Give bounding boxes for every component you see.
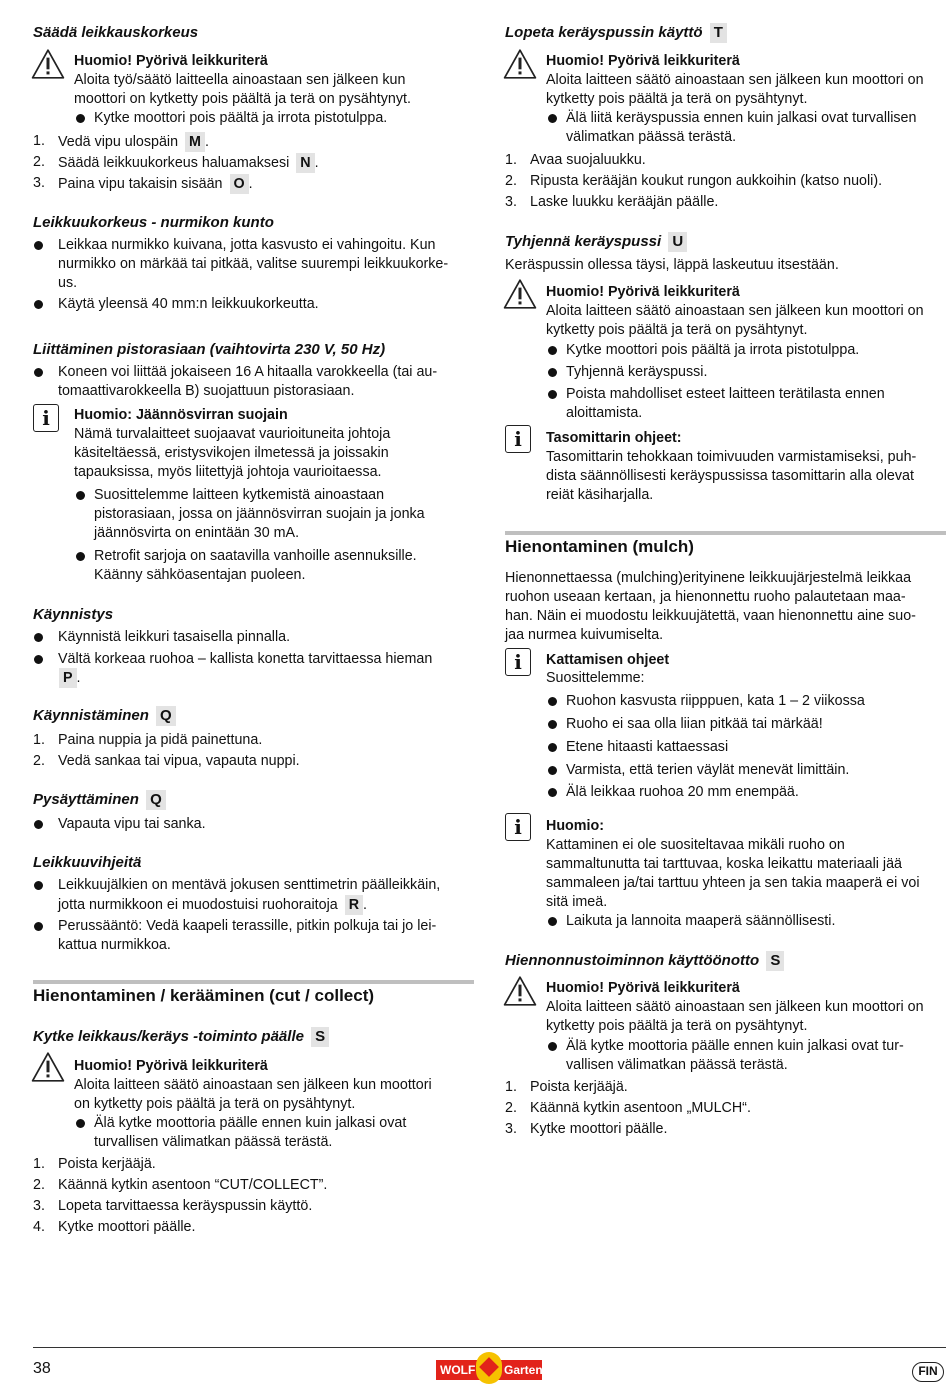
list-number: 2. <box>505 173 517 189</box>
list-text: Lopeta tarvittaessa keräyspussin käyttö. <box>58 1198 313 1214</box>
bullet-icon <box>76 552 85 561</box>
chapter-title: Hienontaminen (mulch) <box>505 537 694 556</box>
list-text: Avaa suojaluukku. <box>530 152 646 168</box>
figure-key: O <box>230 174 249 194</box>
bullet-text: kattua nurmikkoa. <box>58 937 171 953</box>
warning-text: kytketty pois päältä ja terä on pysähtynyt. <box>546 322 808 338</box>
list-number: 1. <box>33 732 45 748</box>
bullet-icon <box>76 1119 85 1128</box>
bullet-item: jotta nurmikkoon ei muodostuisi ruohoraitoja R . <box>58 897 368 913</box>
warning-title: Huomio! Pyörivä leikkuriterä <box>546 53 740 69</box>
bullet-icon <box>548 697 557 706</box>
bullet-icon <box>34 633 43 642</box>
logo-text: WOLF <box>440 1363 476 1377</box>
bullet-text: Retrofit sarjoja on saatavilla vanhoille asennuksille. <box>94 548 417 564</box>
list-text: Paina vipu takaisin sisään <box>58 176 223 192</box>
bullet-icon <box>34 922 43 931</box>
info-title: Huomio: Jäännösvirran suojain <box>74 407 288 423</box>
bullet-icon <box>548 917 557 926</box>
bullet-text: us. <box>58 275 78 291</box>
warning-text: Aloita laitteen säätö ainoastaan sen jälkeen kun moottori <box>74 1077 432 1093</box>
info-text: sammaleen ja/tai tarttuu yhteen ja sen takia maaperä ei voi <box>546 875 920 891</box>
info-title: Kattamisen ohjeet <box>546 652 670 668</box>
bullet-text: Ruoho ei saa olla liian pitkää tai märkää! <box>566 716 823 732</box>
bullet-text: jotta nurmikkoon ei muodostuisi ruohoraitoja <box>58 897 338 913</box>
figure-key: Q <box>156 706 176 726</box>
bullet-icon <box>548 743 557 752</box>
bullet-text: Vapauta vipu tai sanka. <box>58 816 206 832</box>
bullet-text: Koneen voi liittää jokaiseen 16 A hitaalla varokkeella (tai au- <box>58 364 438 380</box>
bullet-icon <box>548 346 557 355</box>
section-title: Tyhjennä keräyspussi U <box>505 232 687 252</box>
section-title: Lopeta keräyspussin käyttö T <box>505 23 727 43</box>
bullet-icon <box>548 390 557 399</box>
bullet-text: turvallisen välimatkan päässä terästä. <box>94 1134 333 1150</box>
bullet-text: Älä leikkaa ruohoa 20 mm enempää. <box>566 784 799 800</box>
list-text: Vedä vipu ulospäin <box>58 134 179 150</box>
figure-key: S <box>311 1027 329 1047</box>
warning-text: on kytketty pois päältä ja terä on pysähtynyt. <box>74 1096 356 1112</box>
list-text: Poista kerjääjä. <box>58 1156 156 1172</box>
list-number: 1. <box>33 133 45 149</box>
list-text: Vedä sankaa tai vipua, vapauta nuppi. <box>58 753 300 769</box>
bullet-text: Käynnistä leikkuri tasaisella pinnalla. <box>58 629 291 645</box>
bullet-text: Laikuta ja lannoita maaperä säännöllisesti. <box>566 913 836 929</box>
bullet-text: Suosittelemme laitteen kytkemistä ainoastaan <box>94 487 385 503</box>
section-title: Leikkuukorkeus - nurmikon kunto <box>33 214 274 231</box>
section-divider <box>505 531 946 535</box>
warning-text: kytketty pois päältä ja terä on pysähtynyt. <box>546 1018 808 1034</box>
info-text: Suosittelemme: <box>546 670 645 686</box>
paragraph: ruohon useaan kertaan, ja hienonnettu ruoho palautetaan maa- <box>505 589 906 605</box>
figure-key: S <box>766 951 784 971</box>
bullet-icon <box>34 300 43 309</box>
bullet-text: Kytke moottori pois päältä ja irrota pistotulppa. <box>94 110 388 126</box>
figure-key: T <box>710 23 727 43</box>
list-item: P . <box>56 668 81 688</box>
info-icon: i <box>505 425 531 453</box>
list-number: 1. <box>505 152 517 168</box>
bullet-text: Vältä korkeaa ruohoa – kallista konetta tarvittaessa hieman <box>58 651 433 667</box>
info-text: reiät käsiharjalla. <box>546 487 654 503</box>
bullet-text: jäännösvirta on enintään 30 mA. <box>94 525 300 541</box>
bullet-text: nurmikko on märkää tai pitkää, valitse suurempi leikkuukorke- <box>58 256 449 272</box>
bullet-text: Varmista, että terien väylät menevät limittäin. <box>566 762 850 778</box>
bullet-text: tomaattivarokkeella B) suojattuun pistorasiaan. <box>58 383 355 399</box>
bullet-icon <box>34 820 43 829</box>
warning-text: kytketty pois päältä ja terä on pysähtynyt. <box>546 91 808 107</box>
chapter-title: Hienontaminen / kerääminen (cut / collect) <box>33 986 375 1005</box>
bullet-text: välimatkan päässä terästä. <box>566 129 737 145</box>
info-title: Huomio: <box>546 818 604 834</box>
warning-triangle-icon <box>503 48 537 80</box>
bullet-icon <box>548 114 557 123</box>
section-title: Kytke leikkaus/keräys -toiminto päälle S <box>33 1027 329 1047</box>
figure-key: Q <box>146 790 166 810</box>
list-text: Ripusta kerääjän koukut rungon aukkoihin (katso nuoli). <box>530 173 883 189</box>
figure-key: N <box>296 153 314 173</box>
bullet-text: Käänny sähköasentajan puoleen. <box>94 567 306 583</box>
warning-title: Huomio! Pyörivä leikkuriterä <box>74 53 268 69</box>
warning-title: Huomio! Pyörivä leikkuriterä <box>546 980 740 996</box>
info-text: sammaltunutta tai tarttuvaa, koska leikattu materiaali jää <box>546 856 903 872</box>
list-number: 3. <box>33 1198 45 1214</box>
paragraph: Hienonnettaessa (mulching)erityinene leikkuujärjestelmä leikkaa <box>505 570 912 586</box>
bullet-icon <box>76 114 85 123</box>
info-text: Kattaminen ei ole suositeltavaa mikäli ruoho on <box>546 837 845 853</box>
info-text: Nämä turvalaitteet suojaavat vaurioituneita johtoja <box>74 426 391 442</box>
list-number: 3. <box>33 175 45 191</box>
paragraph: Keräspussin ollessa täysi, läppä laskeutuu itsestään. <box>505 257 839 273</box>
list-text: Paina nuppia ja pidä painettuna. <box>58 732 263 748</box>
bullet-text: Ruohon kasvusta riipppuen, kata 1 – 2 viikossa <box>566 693 865 709</box>
list-number: 2. <box>33 1177 45 1193</box>
bullet-text: Perussääntö: Vedä kaapeli terassille, pitkin polkuja tai jo lei- <box>58 918 437 934</box>
info-text: tapauksissa, myös liitettyjä johtoja vaurioitaessa. <box>74 464 382 480</box>
section-title: Käynnistäminen Q <box>33 706 176 726</box>
bullet-text: Etene hitaasti kattaessasi <box>566 739 729 755</box>
list-text: Käännä kytkin asentoon “CUT/COLLECT”. <box>58 1177 328 1193</box>
bullet-icon <box>34 241 43 250</box>
page-number: 38 <box>33 1360 51 1377</box>
list-item: Paina vipu takaisin sisään O . <box>58 176 253 192</box>
bullet-text: Poista mahdolliset esteet laitteen terätilasta ennen <box>566 386 885 402</box>
info-title: Tasomittarin ohjeet: <box>546 430 682 446</box>
info-icon: i <box>505 648 531 676</box>
bullet-icon <box>548 368 557 377</box>
paragraph: han. Näin ei muodostu leikkuujätettä, vaan hienonnettu aine suo- <box>505 608 916 624</box>
bullet-text: Käytä yleensä 40 mm:n leikkuukorkeutta. <box>58 296 319 312</box>
bullet-icon <box>548 720 557 729</box>
info-text: Tasomittarin tehokkaan toimivuuden varmistamiseksi, puh- <box>546 449 917 465</box>
section-title: Liittäminen pistorasiaan (vaihtovirta 230 V, 50 Hz) <box>33 341 386 358</box>
list-text: Kytke moottori päälle. <box>58 1219 196 1235</box>
section-title: Hiennonnustoiminnon käyttöönotto S <box>505 951 784 971</box>
info-icon: i <box>505 813 531 841</box>
warning-text: Aloita laitteen säätö ainoastaan sen jälkeen kun moottori on <box>546 72 924 88</box>
section-divider <box>33 980 474 984</box>
bullet-text: Älä liitä keräyspussia ennen kuin jalkasi ovat turvallisen <box>566 110 917 126</box>
warning-text: Aloita laitteen säätö ainoastaan sen jälkeen kun moottori on <box>546 303 924 319</box>
bullet-icon <box>548 1042 557 1051</box>
figure-key: M <box>185 132 205 152</box>
warning-text: moottori on kytketty pois päältä ja terä on pysähtynyt. <box>74 91 411 107</box>
bullet-icon <box>34 655 43 664</box>
info-text: sitä imeä. <box>546 894 608 910</box>
list-number: 4. <box>33 1219 45 1235</box>
footer-divider <box>33 1347 946 1348</box>
list-number: 2. <box>33 753 45 769</box>
bullet-text: Älä kytke moottoria päälle ennen kuin jalkasi ovat <box>94 1115 407 1131</box>
bullet-text: Leikkuujälkien on mentävä jokusen senttimetrin päälleikkäin, <box>58 877 441 893</box>
warning-text: Aloita laitteen säätö ainoastaan sen jälkeen kun moottori on <box>546 999 924 1015</box>
bullet-text: Tyhjennä keräyspussi. <box>566 364 708 380</box>
bullet-text: Kytke moottori pois päältä ja irrota pistotulppa. <box>566 342 860 358</box>
bullet-icon <box>548 766 557 775</box>
list-text: Laske luukku kerääjän päälle. <box>530 194 719 210</box>
bullet-text: pistorasiaan, jossa on jäännösvirran suojain ja jonka <box>94 506 425 522</box>
language-badge: FIN <box>912 1362 944 1382</box>
warning-title: Huomio! Pyörivä leikkuriterä <box>546 284 740 300</box>
list-text: Käännä kytkin asentoon „MULCH“. <box>530 1100 751 1116</box>
logo-text: Garten <box>504 1363 543 1377</box>
bullet-text: Älä kytke moottoria päälle ennen kuin jalkasi ovat tur- <box>566 1038 904 1054</box>
list-text: Poista kerjääjä. <box>530 1079 628 1095</box>
section-title: Leikkuuvihjeitä <box>33 854 142 871</box>
list-number: 3. <box>505 1121 517 1137</box>
list-number: 2. <box>33 154 45 170</box>
list-text: Säädä leikkuukorkeus haluamaksesi <box>58 155 290 171</box>
warning-title: Huomio! Pyörivä leikkuriterä <box>74 1058 268 1074</box>
list-number: 3. <box>505 194 517 210</box>
list-item: Säädä leikkuukorkeus haluamaksesi N . <box>58 155 319 171</box>
bullet-icon <box>34 368 43 377</box>
bullet-text: aloittamista. <box>566 405 643 421</box>
warning-triangle-icon <box>31 48 65 80</box>
list-number: 2. <box>505 1100 517 1116</box>
info-text: käsiteltäessä, eristysvikojen ilmetessä ja joissakin <box>74 445 389 461</box>
section-title: Säädä leikkauskorkeus <box>33 24 199 41</box>
paragraph: jaa nurmea kuivumiselta. <box>505 627 664 643</box>
warning-triangle-icon <box>503 278 537 310</box>
info-text: dista säännöllisesti keräyspussissa tasomittarin alla olevat <box>546 468 914 484</box>
bullet-icon <box>548 788 557 797</box>
wolf-head-icon <box>476 1352 502 1384</box>
warning-triangle-icon <box>503 975 537 1007</box>
brand-logo <box>436 1352 542 1384</box>
figure-key: R <box>345 895 363 915</box>
section-title: Käynnistys <box>33 606 114 623</box>
list-number: 1. <box>33 1156 45 1172</box>
bullet-text: Leikkaa nurmikko kuivana, jotta kasvusto ei vahingoitu. Kun <box>58 237 436 253</box>
warning-text: Aloita työ/säätö laitteella ainoastaan sen jälkeen kun <box>74 72 406 88</box>
bullet-text: vallisen välimatkan päässä terästä. <box>566 1057 788 1073</box>
info-icon: i <box>33 404 59 432</box>
bullet-icon <box>76 491 85 500</box>
section-title: Pysäyttäminen Q <box>33 790 166 810</box>
figure-key: P <box>59 668 77 688</box>
figure-key: U <box>668 232 687 252</box>
list-text: Kytke moottori päälle. <box>530 1121 668 1137</box>
warning-triangle-icon <box>31 1051 65 1083</box>
list-number: 1. <box>505 1079 517 1095</box>
bullet-icon <box>34 881 43 890</box>
list-item: Vedä vipu ulospäin M . <box>58 134 209 150</box>
